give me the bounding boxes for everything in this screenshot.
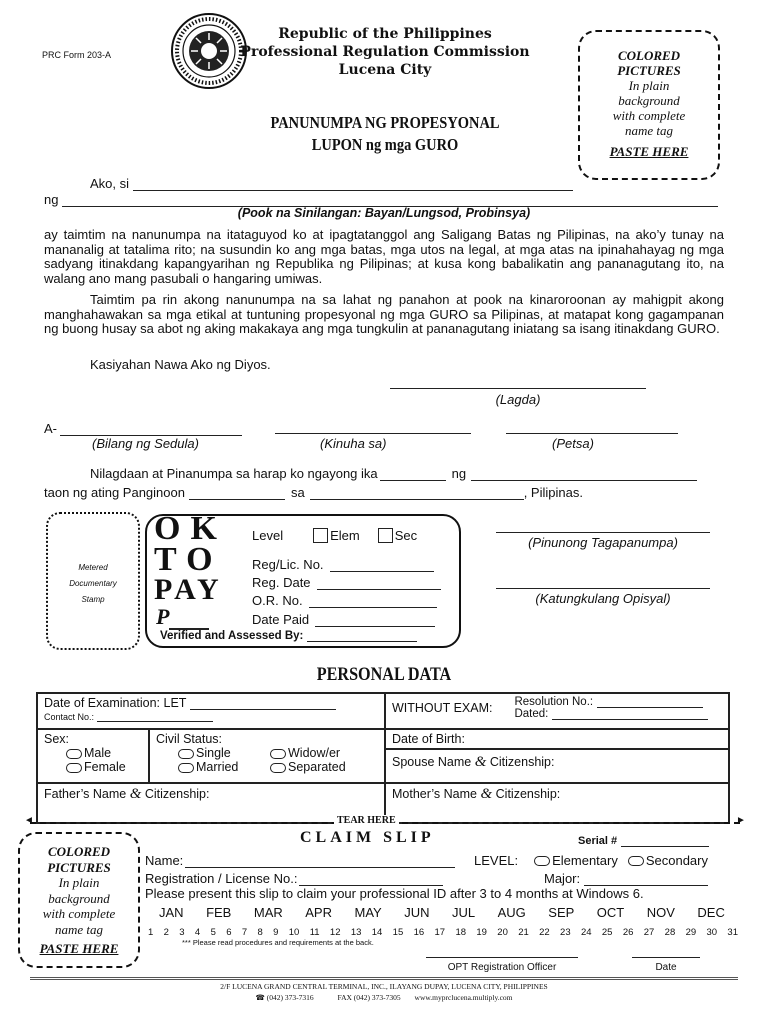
city-line: Lucena City — [338, 62, 432, 78]
place-field[interactable] — [310, 487, 524, 500]
day-5[interactable]: 5 — [210, 927, 216, 938]
amount-field[interactable] — [169, 617, 209, 630]
petsa-caption: (Petsa) — [552, 436, 594, 451]
resolution-field[interactable] — [597, 697, 703, 708]
male-label: Male — [84, 746, 112, 760]
photo-label-nametag: name tag — [624, 123, 674, 138]
female-label: Female — [84, 760, 126, 774]
oath-title-1: PANUNUMPA NG PROPESYONAL — [270, 113, 500, 132]
officer-signature-line[interactable] — [426, 948, 578, 958]
photo-label-pictures-2: PICTURES — [47, 859, 111, 875]
serial-field[interactable] — [621, 836, 709, 847]
father-citizenship-label: Citizenship: — [144, 787, 210, 801]
day-27[interactable]: 27 — [643, 927, 655, 938]
widow-label: Widow/er — [288, 746, 341, 760]
officer-date-line[interactable] — [632, 948, 700, 958]
serial-label: Serial # — [578, 835, 618, 847]
major-field[interactable] — [584, 873, 708, 886]
day-23[interactable]: 23 — [560, 927, 571, 938]
elem-checkbox[interactable] — [313, 528, 328, 543]
major-label: Major: — [544, 871, 581, 886]
claim-note: *** Please read procedures and requirements at the back. — [182, 938, 374, 947]
month-jul[interactable]: JUL — [451, 905, 476, 920]
footer-fax: FAX (042) 373-7305 — [337, 993, 401, 1002]
scissors-right-icon: ► — [736, 815, 746, 826]
day-31[interactable]: 31 — [727, 927, 738, 938]
photo-label-pictures: PICTURES — [617, 63, 681, 78]
personal-data-table — [36, 692, 730, 824]
month-may[interactable]: MAY — [354, 905, 382, 920]
verified-label: Verified and Assessed By: — [160, 630, 304, 642]
scissors-left-icon: ◄ — [24, 815, 34, 826]
pinunong-signature-line[interactable] — [496, 520, 710, 533]
photo-label-plain-2: In plain — [58, 875, 100, 890]
dated-label: Dated: — [514, 708, 549, 720]
day-2[interactable]: 2 — [163, 927, 169, 938]
pook-caption: (Pook na Sinilangan: Bayan/Lungsod, Probinsya) — [237, 206, 531, 220]
footer-address: 2/F LUCENA GRAND CENTRAL TERMINAL, INC., ILAYANG DUPAY, LUCENA CITY, PHILIPPINES — [220, 982, 548, 991]
day-17[interactable]: 17 — [434, 927, 446, 938]
date-paid-field[interactable] — [315, 614, 435, 627]
date-exam-field[interactable] — [190, 697, 336, 710]
contact-field[interactable] — [97, 713, 213, 722]
signature-line[interactable] — [390, 376, 646, 389]
dob-label: Date of Birth: — [386, 730, 728, 750]
spouse-label: Spouse Name — [392, 755, 472, 769]
months-row — [145, 905, 735, 920]
day-4[interactable]: 4 — [194, 927, 201, 938]
day-9[interactable]: 9 — [273, 927, 279, 938]
day-8[interactable]: 8 — [257, 927, 263, 938]
claim-name-field[interactable] — [185, 855, 455, 868]
pinunong-caption: (Pinunong Tagapanumpa) — [528, 535, 678, 550]
katungkulang-signature-line[interactable] — [496, 576, 710, 589]
month-aug[interactable]: AUG — [497, 905, 526, 920]
day-12[interactable]: 12 — [329, 927, 341, 938]
day-13[interactable]: 13 — [350, 927, 362, 938]
month-apr[interactable]: APR — [305, 905, 332, 920]
claim-reg-lic-field[interactable] — [299, 873, 443, 886]
officer-caption: OPT Registration Officer — [447, 962, 557, 973]
pay-word: PAY — [154, 573, 223, 606]
month-mar[interactable]: MAR — [253, 905, 283, 920]
katungkulang-caption: (Katungkulang Opisyal) — [535, 591, 671, 606]
sec-checkbox[interactable] — [378, 528, 393, 543]
date-paid-label: Date Paid — [252, 612, 310, 627]
day-28[interactable]: 28 — [664, 927, 676, 938]
metered-stamp-box — [46, 512, 140, 650]
day-19[interactable]: 19 — [476, 927, 487, 938]
elem-label: Elem — [330, 528, 360, 543]
day-3[interactable]: 3 — [179, 927, 185, 938]
tear-here-label: TEAR HERE — [334, 815, 399, 826]
month-feb[interactable]: FEB — [206, 905, 232, 920]
form-code: PRC Form 203-A — [42, 50, 112, 60]
photo-label-colored-2: COLORED — [47, 844, 111, 859]
elementary-option[interactable] — [534, 856, 550, 866]
month-oct[interactable]: OCT — [596, 905, 625, 920]
peso-label: P — [156, 604, 170, 629]
spouse-ampersand: & — [474, 754, 487, 770]
father-ampersand: & — [129, 786, 142, 802]
day-26[interactable]: 26 — [622, 927, 634, 938]
photo-label-colored: COLORED — [617, 48, 681, 63]
claim-notice: Please present this slip to claim your professional ID after 3 to 4 months at Windows 6. — [145, 886, 644, 901]
date-exam-label: Date of Examination: LET — [44, 696, 187, 710]
footer-web[interactable]: www.myprclucena.multiply.com — [414, 993, 513, 1002]
date-caption: Date — [655, 962, 677, 973]
month-dec[interactable]: DEC — [697, 905, 725, 920]
ako-si-label: Ako, si — [90, 176, 130, 191]
without-exam-label: WITHOUT EXAM: — [392, 701, 493, 715]
day-14[interactable]: 14 — [371, 927, 383, 938]
day-7[interactable]: 7 — [241, 927, 248, 938]
month-jan[interactable]: JAN — [159, 905, 184, 920]
month-jun[interactable]: JUN — [404, 905, 430, 920]
claim-name-label: Name: — [145, 853, 184, 868]
reg-lic-label: Reg/Lic. No. — [252, 557, 324, 572]
day-6[interactable]: 6 — [226, 927, 232, 938]
or-no-label: O.R. No. — [252, 593, 303, 608]
day-15[interactable]: 15 — [392, 927, 404, 938]
footer-phone: (042) 373-7316 — [266, 993, 314, 1002]
female-option[interactable] — [66, 763, 82, 773]
claim-slip-title: CLAIM SLIP — [300, 829, 435, 846]
documentary-label: Documentary — [69, 579, 117, 588]
personal-data-heading: PERSONAL DATA — [316, 664, 452, 685]
stamp-label: Stamp — [81, 595, 105, 604]
prc-seal — [170, 12, 248, 90]
claim-reg-lic-label: Registration / License No.: — [145, 871, 298, 886]
cedula-date-field[interactable] — [506, 421, 678, 434]
pilipinas-label: , Pilipinas. — [523, 485, 583, 500]
paste-here-bottom: PASTE HERE — [39, 941, 119, 956]
ok-word: OK — [154, 510, 227, 547]
to-word: TO — [154, 541, 223, 578]
cedula-place-field[interactable] — [275, 421, 471, 434]
sex-label: Sex: — [44, 732, 70, 746]
photo-box-top[interactable] — [578, 30, 720, 180]
bilang-caption: (Bilang ng Sedula) — [92, 436, 199, 451]
phone-icon: ☎ — [255, 993, 265, 1002]
ng-label: ng — [44, 192, 59, 207]
sec-label: Sec — [394, 528, 418, 543]
civil-status-label: Civil Status: — [156, 732, 222, 746]
taon-label: taon ng ating Panginoon — [44, 485, 185, 500]
name-field[interactable] — [133, 178, 573, 191]
reg-lic-field[interactable] — [330, 559, 434, 572]
cedula-number-field[interactable] — [60, 423, 242, 436]
kinuha-caption: (Kinuha sa) — [320, 436, 387, 451]
day-22[interactable]: 22 — [539, 927, 550, 938]
married-option[interactable] — [178, 763, 194, 773]
day-1[interactable]: 1 — [148, 927, 154, 938]
month-field[interactable] — [471, 468, 697, 481]
a-prefix: A- — [44, 421, 57, 436]
sa-label: sa — [290, 485, 305, 500]
year-field[interactable] — [189, 487, 285, 500]
day-25[interactable]: 25 — [601, 927, 613, 938]
day-29[interactable]: 29 — [685, 927, 697, 938]
photo-label-background: background — [618, 93, 680, 108]
prc-line: Professional Regulation Commission — [240, 44, 530, 60]
mother-citizenship-label: Citizenship: — [495, 787, 561, 801]
secondary-option[interactable] — [628, 856, 644, 866]
reg-date-label: Reg. Date — [252, 575, 311, 590]
day-30[interactable]: 30 — [706, 927, 718, 938]
elementary-label: Elementary — [552, 853, 618, 868]
lagda-caption: (Lagda) — [495, 392, 541, 407]
married-label: Married — [196, 760, 239, 774]
day-21[interactable]: 21 — [518, 927, 529, 938]
footer-rule — [30, 977, 738, 980]
dated-field[interactable] — [552, 709, 708, 720]
day-11[interactable]: 11 — [309, 927, 320, 938]
photo-box-bottom[interactable] — [18, 832, 140, 968]
secondary-label: Secondary — [645, 853, 708, 868]
ng2-label: ng — [451, 466, 467, 481]
mother-label: Mother’s Name — [392, 787, 477, 801]
oath-closing: Kasiyahan Nawa Ako ng Diyos. — [90, 357, 271, 372]
level-label: Level — [252, 528, 284, 543]
father-label: Father’s Name — [44, 787, 127, 801]
oath-paragraph-2: Taimtim pa rin akong nanunumpa na sa lahat ng panahon at pook na kinaroroonan ay mahigpit akong manghahawakan sa mga etikal at tuntuning propesyonal ng mga GURO sa Pilipinas, at matapat kong gagampanan ng buong husay sa abot ng aking makakaya ang mga tungkulin at pananagutang iniatang sa isang itinakdang GURO. — [44, 292, 724, 336]
claim-level-label: LEVEL: — [474, 853, 519, 868]
day-18[interactable]: 18 — [455, 927, 467, 938]
paste-here-top: PASTE HERE — [609, 144, 689, 159]
month-nov[interactable]: NOV — [646, 905, 675, 920]
photo-label-plain: In plain — [628, 78, 670, 93]
day-20[interactable]: 20 — [497, 927, 508, 938]
photo-label-complete: with complete — [612, 108, 686, 123]
spouse-citizenship-label: Citizenship: — [489, 755, 555, 769]
single-label: Single — [196, 746, 231, 760]
photo-label-complete-2: with complete — [42, 906, 116, 921]
male-option[interactable] — [66, 749, 82, 759]
month-sep[interactable]: SEP — [548, 905, 575, 920]
day-16[interactable]: 16 — [413, 927, 425, 938]
widow-option[interactable] — [270, 749, 286, 759]
contact-label: Contact No.: — [44, 712, 95, 722]
or-no-field[interactable] — [309, 595, 437, 608]
day-10[interactable]: 10 — [288, 927, 300, 938]
metered-label: Metered — [78, 563, 108, 572]
verified-field[interactable] — [307, 631, 417, 642]
photo-label-background-2: background — [48, 890, 110, 906]
resolution-label: Resolution No.: — [514, 696, 594, 708]
photo-label-nametag-2: name tag — [54, 921, 104, 937]
oath-paragraph-1: ay taimtim na nanunumpa na itataguyod ko at ipagtatanggol ang Saligang Batas ng Pilipinas, na ako’y tunay na mananalig at tatalima rito; na susundin ko ang mga batas, mga utos na legal, at mga atas na ipinahahayag ng mga sadyang itinakdang kapangyarihan ng Republika ng Pilipinas; at kusa kong babalikatin ang pananagutang ito, na walang ano mang pasubali o hangaring umiwas. — [44, 227, 724, 286]
day-field[interactable] — [380, 468, 446, 481]
reg-date-field[interactable] — [317, 577, 441, 590]
nilagdaan-label: Nilagdaan at Pinanumpa sa harap ko ngayong ika — [90, 466, 378, 481]
days-row — [148, 927, 738, 938]
republic-line: Republic of the Philippines — [278, 26, 492, 42]
separated-option[interactable] — [270, 763, 286, 773]
day-24[interactable]: 24 — [580, 927, 592, 938]
oath-title-2: LUPON ng mga GURO — [311, 135, 459, 154]
single-option[interactable] — [178, 749, 194, 759]
mother-ampersand: & — [480, 786, 493, 802]
separated-label: Separated — [288, 760, 346, 774]
